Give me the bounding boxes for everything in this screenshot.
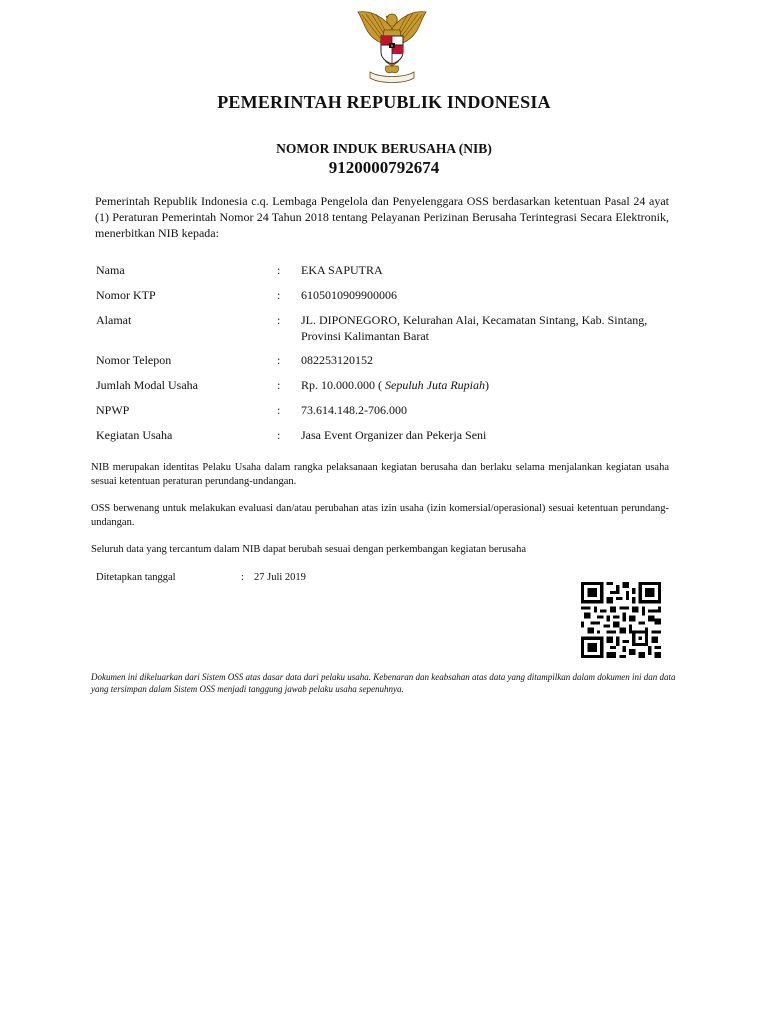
field-label: Nama: [96, 263, 125, 277]
field-value: JL. DIPONEGORO, Kelurahan Alai, Kecamatan Sintang, Kab. Sintang, Provinsi Kalimantan Barat: [301, 313, 648, 343]
field-value-capital: [301, 377, 676, 393]
field-colon: :: [277, 403, 281, 417]
capital-amount-words: Sepuluh Juta Rupiah: [382, 378, 485, 392]
issued-date-value: 27 Juli 2019: [254, 572, 306, 583]
field-label: Jumlah Modal Usaha: [96, 378, 198, 392]
data-change-paragraph: Seluruh data yang tercantum dalam NIB dapat berubah sesuai dengan perkembangan kegiatan berusaha: [91, 544, 527, 555]
field-colon: :: [277, 378, 281, 392]
field-colon: :: [277, 313, 281, 327]
field-row-nomor-telepon: [96, 352, 676, 377]
qr-code-icon: [581, 582, 661, 658]
field-value: EKA SAPUTRA: [301, 263, 383, 277]
capital-amount: Rp. 10.000.000 (: [301, 378, 382, 392]
footnote-disclaimer: Dokumen ini dikeluarkan dari Sistem OSS atas dasar data dari pelaku usaha. Kebenaran dan keabsahan atas data yang ditampilkan dalam dokumen ini dan data yang tersimpan dalam Sistem OSS menjadi tanggung jawab pelaku usaha sepenuhnya.: [91, 672, 676, 694]
field-value: 73.614.148.2-706.000: [301, 403, 407, 417]
document-subtitle: NOMOR INDUK BERUSAHA (NIB): [276, 141, 492, 156]
field-label: NPWP: [96, 403, 130, 417]
nib-number: 9120000792674: [328, 158, 440, 177]
field-row-kegiatan-usaha: [96, 427, 676, 452]
garuda-emblem-icon: [352, 6, 432, 86]
issued-date-colon: :: [241, 572, 244, 583]
field-colon: :: [277, 263, 281, 277]
field-row-alamat: [96, 312, 676, 352]
oss-authority-paragraph: OSS berwenang untuk melakukan evaluasi dan/atau perubahan atas izin usaha (izin komersial/operasional) sesuai ketentuan perundang-undangan.: [91, 503, 669, 528]
business-identity-fields: [96, 262, 676, 452]
field-value: Jasa Event Organizer dan Pekerja Seni: [301, 428, 487, 442]
field-colon: :: [277, 428, 281, 442]
intro-paragraph: Pemerintah Republik Indonesia c.q. Lembaga Pengelola dan Penyelenggara OSS berdasarkan ketentuan Pasal 24 ayat (1) Peraturan Pemerintah Nomor 24 Tahun 2018 tentang Pelayanan Perizinan Berusaha Terintegrasi Secara Elektronik, menerbitkan NIB kepada:: [95, 194, 669, 240]
field-value: 082253120152: [301, 353, 373, 367]
issued-date-label: Ditetapkan tanggal: [96, 572, 176, 583]
field-label: Alamat: [96, 313, 132, 327]
field-row-jumlah-modal-usaha: [96, 377, 676, 402]
field-row-nama: [96, 262, 676, 287]
field-label: Kegiatan Usaha: [96, 428, 173, 442]
nib-identity-paragraph: NIB merupakan identitas Pelaku Usaha dalam rangka pelaksanaan kegiatan berusaha dan berlaku selama menjalankan kegiatan usaha sesuai ketentuan peraturan perundang-undangan.: [91, 462, 669, 487]
capital-amount-suffix: ): [484, 378, 489, 392]
field-row-nomor-ktp: [96, 287, 676, 312]
field-colon: :: [277, 353, 281, 367]
field-colon: :: [277, 288, 281, 302]
document-title: PEMERINTAH REPUBLIK INDONESIA: [217, 92, 551, 112]
field-row-npwp: [96, 402, 676, 427]
field-value: 6105010909900006: [301, 288, 397, 302]
field-label: Nomor KTP: [96, 288, 156, 302]
field-label: Nomor Telepon: [96, 353, 172, 367]
